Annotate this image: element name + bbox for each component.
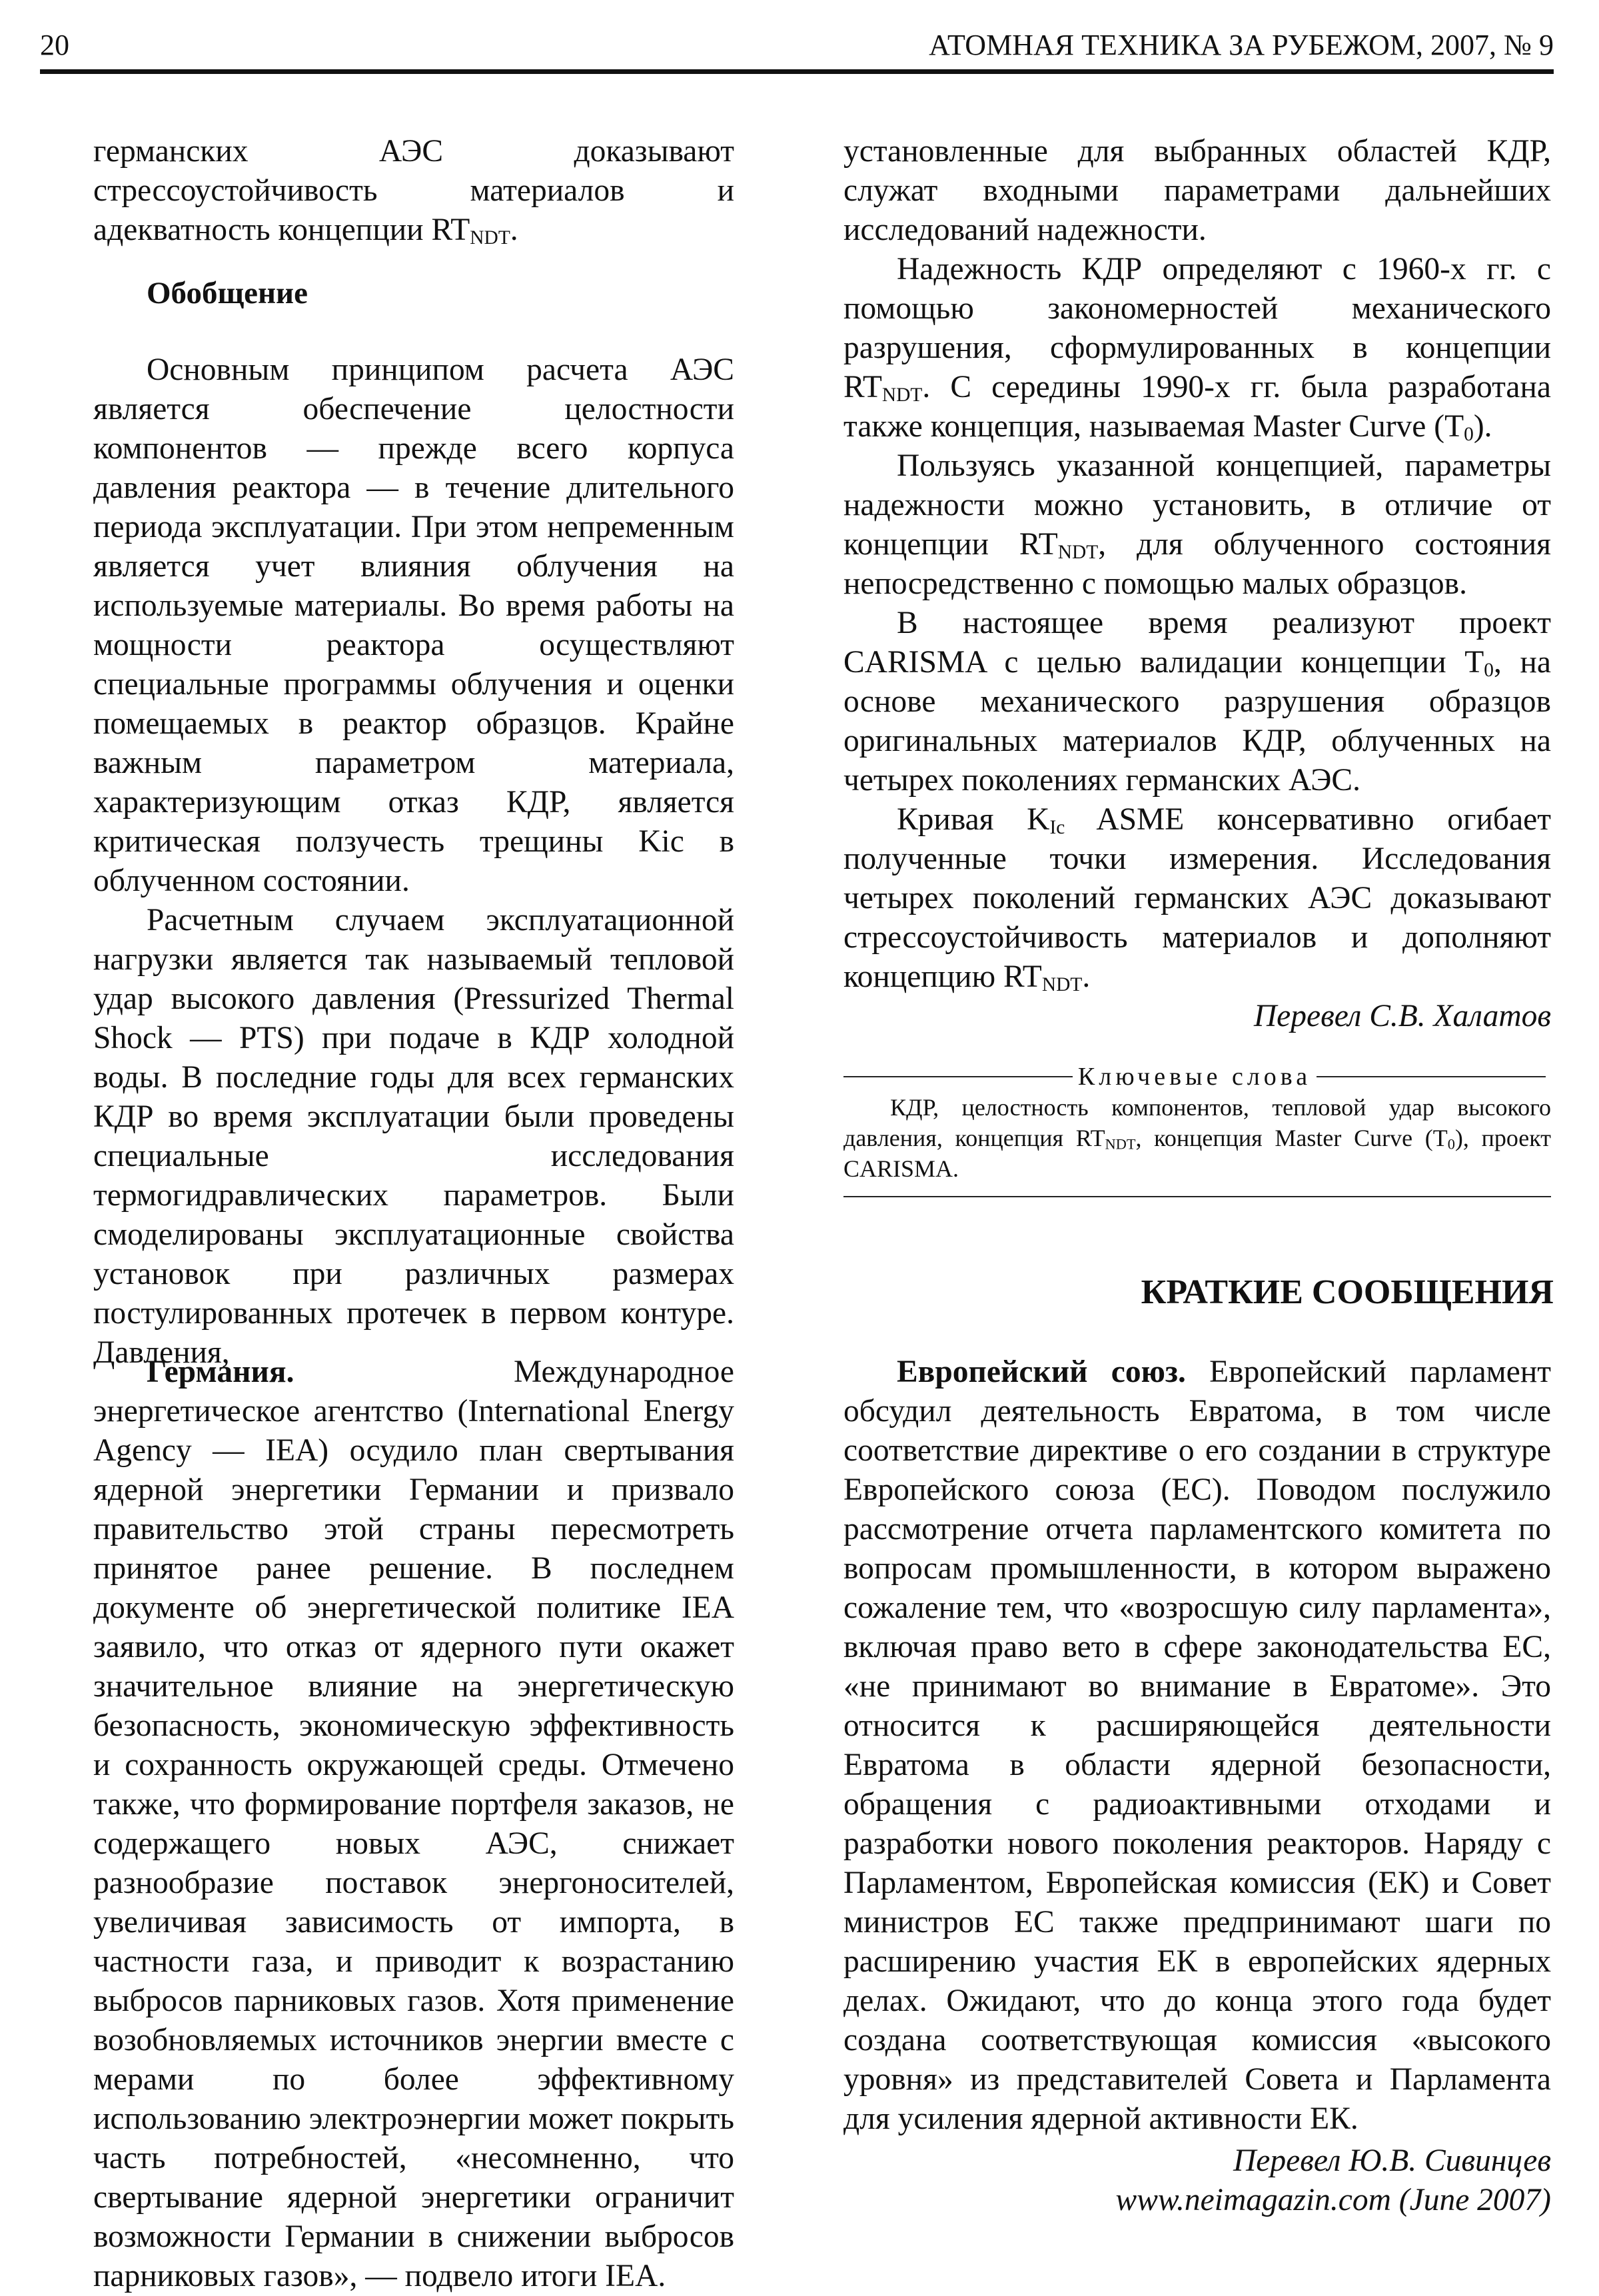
section-title: КРАТКИЕ СООБЩЕНИЯ (1141, 1273, 1554, 1311)
subscript: NDT (1105, 1135, 1136, 1153)
source-link[interactable]: www.neimagazin.com (June 2007) (1115, 2183, 1551, 2217)
paragraph (843, 800, 1551, 997)
running-header (40, 28, 1554, 68)
subscript: NDT (1057, 541, 1099, 563)
text-run: Надежность КДР определяют с 1960-х гг. с помощью закономерностей механического разрушения, сформулированных в концепции RT (843, 252, 1551, 404)
news-eu (843, 1353, 1551, 2220)
text-run: Расчетным случаем эксплуатационной нагрузки является так называемый тепловой удар высокого давления (Pressurized Thermal Shock — PTS) при подаче в КДР холодной воды. В последние годы для всех германских КДР во время эксплуатации были проведены специальные исследования термогидравлических параметров. Были смоделированы эксплуатационные свойства установок при различных размерах постулированных протечек в первом контуре. Давления, (93, 903, 734, 1370)
paragraph (843, 446, 1551, 604)
paragraph (843, 604, 1551, 800)
text-run: Кривая K (897, 802, 1050, 837)
text-run: КДР, целостность компонентов, тепловой удар высокого давления, концепция RT (843, 1094, 1551, 1151)
text-run: Пользуясь указанной концепцией, параметры надежности можно установить, в отличие от концепции RT (843, 448, 1551, 562)
subscript: NDT (881, 384, 923, 406)
text-run: установленные для выбранных областей КДР, служат входными параметрами дальнейших исследований надежности. (843, 134, 1551, 247)
journal-title: АТОМНАЯ ТЕХНИКА ЗА РУБЕЖОМ, 2007, № 9 (929, 29, 1554, 61)
text-run: ), проект CARISMA. (843, 1125, 1552, 1182)
translator-credit: Перевел Ю.В. Сивинцев (1233, 2143, 1551, 2178)
text-run: , на основе механического разрушения образцов оригинальных материалов КДР, облученных на четырех поколениях германских АЭС. (843, 645, 1551, 798)
section-heading: Обобщение (147, 276, 308, 310)
text-run: . (1082, 959, 1091, 994)
text-run: германских АЭС доказывают стрессоустойчивость материалов и адекватность концепции RT (93, 134, 734, 247)
subscript: 0 (1484, 659, 1494, 681)
translator-credit: Перевел С.В. Халатов (1253, 999, 1551, 1033)
keywords-text (843, 1092, 1551, 1184)
subscript: 0 (1447, 1135, 1455, 1153)
paragraph (843, 250, 1551, 446)
news-lead: Германия. (147, 1355, 294, 1389)
keywords-box (843, 1061, 1551, 1197)
subscript: NDT (470, 227, 510, 249)
text-run: ASME консервативно огибает полученные точки измерения. Исследования четырех поколений германских АЭС доказывают стрессоустойчивость материалов и дополняют концепцию RT (843, 802, 1551, 994)
text-run: , для облученного состояния непосредственно с помощью малых образцов. (843, 527, 1551, 601)
paragraph (93, 132, 734, 250)
news-text: Европейский парламент обсудил деятельность Евратома, в том числе соответствие директиве о его создании в структуре Европейского союза (ЕС). Поводом послужило рассмотрение отчета парламентского комитета по вопросам промышленности, в котором выражено сожаление тем, что «возросшую силу парламента», включая право вето в сфере законодательства ЕС, «не принимают во внимание в Евратоме». Это относится к расширяющейся деятельности Евратома в области ядерной безопасности, обращения с радиоактивными отходами и разработки нового поколения реакторов. Наряду с Парламентом, Европейская комиссия (ЕК) и Совет министров ЕС также предпринимают шаги по расширению участия ЕК в европейских ядерных делах. Ожидают, что до конца этого года будет создана соответствующая комиссия «высокого уровня» из представителей Совета и Парламента для усиления ядерной активности ЕК. (843, 1355, 1551, 2136)
news-text: Международное энергетическое агентство (International Energy Agency — IEA) осудило план свертывания ядерной энергетики Германии и призвало правительство этой страны пересмотреть принятое ранее решение. В последнем документе об энергетической политике IEA заявило, что отказ от ядерного пути окажет значительное влияние на энергетическую безопасность, экономическую эффективность и сохранность окружающей среды. Отмечено также, что формирование портфеля заказов, не содержащего новых АЭС, снижает разнообразие поставок энергоносителей, увеличивая зависимость от импорта, в частности газа, и приводит к возрастанию выбросов парниковых газов. Хотя применение возобновляемых источников энергии вместе с мерами по более эффективному использованию электроэнергии может покрыть часть потребностей, «несомненно, что свертывание ядерной энергетики ограничит возможности Германии в снижении выбросов парниковых газов», — подвело итоги IEA. (93, 1355, 734, 2293)
keywords-rule (843, 1196, 1551, 1197)
text-run: ). (1473, 409, 1492, 444)
news-lead: Европейский союз. (897, 1355, 1186, 1389)
text-run: Основным принципом расчета АЭС является обеспечение целостности компонентов — прежде всего корпуса давления реактора — в течение длительного периода эксплуатации. При этом непременным является учет влияния облучения на используемые материалы. Во время работы на мощности реактора осуществляют специальные программы облучения и оценки помещаемых в реактор образцов. Крайне важным параметром материала, характеризующим отказ КДР, является критическая ползучесть трещины Kic в облученном состоянии. (93, 352, 734, 898)
subscript: Ic (1049, 816, 1065, 838)
paragraph (843, 132, 1551, 250)
news-germany (93, 1353, 734, 2296)
text-run: . С середины 1990-х гг. была разработана также концепция, называемая Master Curve (T (843, 370, 1551, 444)
header-rule (40, 69, 1554, 74)
right-column-top (843, 132, 1551, 1197)
paragraph (93, 901, 734, 1373)
text-run: , концепция Master Curve (T (1135, 1125, 1448, 1151)
paragraph (93, 1353, 734, 2296)
text-run: В настоящее время реализуют проект CARISMA с целью валидации концепции T (843, 606, 1551, 680)
keywords-title: Ключевые слова (843, 1061, 1551, 1092)
subscript: 0 (1464, 423, 1474, 445)
subscript: NDT (1041, 973, 1083, 995)
page-number: 20 (40, 29, 69, 61)
paragraph (843, 1353, 1551, 2139)
left-column-top (93, 132, 734, 1373)
paragraph (93, 350, 734, 901)
text-run: . (510, 213, 518, 247)
